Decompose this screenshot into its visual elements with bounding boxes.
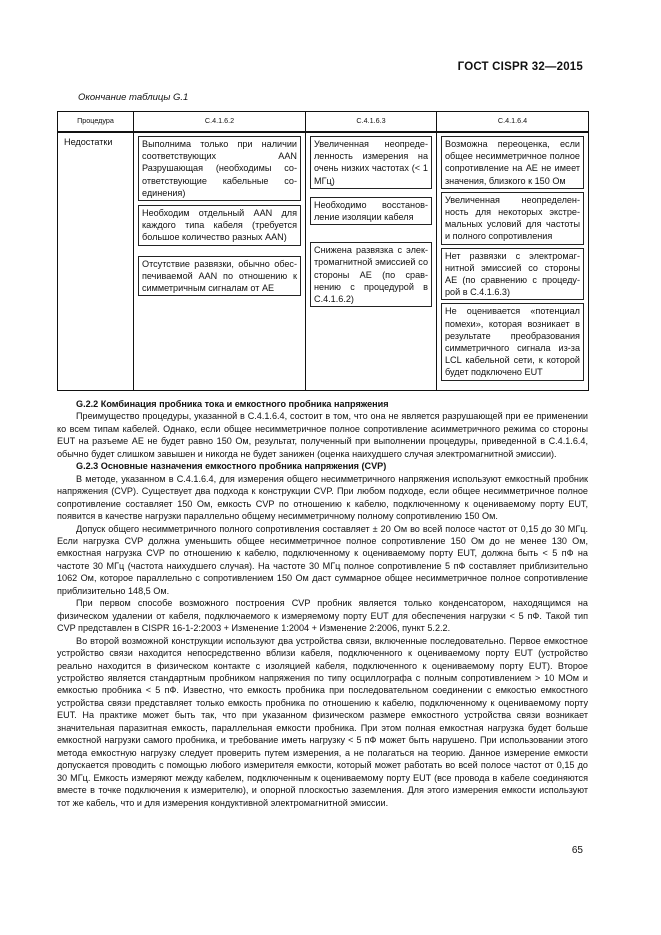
table-cell (134, 132, 306, 390)
row-label: Недостатки (58, 132, 134, 390)
cell-paragraph: Необходимо восстановление изоляции кабеля (310, 197, 432, 225)
cell-paragraph: Отсутствие развязки, обычно обеспечиваемой AAN по отношению к симметричным сигналам от AE (138, 256, 301, 297)
table-row (58, 132, 589, 390)
section-heading: G.2.3 Основные назначения емкостного пробника напряжения (CVP) (76, 461, 387, 472)
column-header: C.4.1.6.3 (306, 112, 437, 133)
body-text (57, 398, 588, 809)
cell-paragraph: Увеличенная неопределенность для некоторых экстремальных условий для частоты и полного сопротивления (441, 192, 584, 245)
cell-paragraph: Выполнима только при наличии соответствующих AAN Разрушающая (необходимы соответствующие кабельные соединения) (138, 136, 301, 201)
table-header-row (58, 112, 589, 133)
cell-paragraph: Возможна переоценка, если общее несимметричное полное сопротивление на AE не имеет значения, близкого к 150 Ом (441, 136, 584, 189)
table-cell (437, 132, 589, 390)
cell-paragraph: Увеличенная неопределенность измерения на очень низких частотах (< 1 МГц) (310, 136, 432, 189)
table-caption: Окончание таблицы G.1 (78, 92, 189, 103)
section-heading: G.2.2 Комбинация пробника тока и емкостного пробника напряжения (76, 399, 389, 409)
paragraph: Допуск общего несимметричного полного сопротивления составляет ± 20 Ом во всей полосе частот от 0,15 до 30 МГц. Если нагрузка CVP должна уменьшить общее несимметричное полное сопротивление 150 Ом до не менее 130 Ом, емкостная нагрузка CVP по отношению к кабелю, подключенному к оцениваемому порту EUT, должна быть < 5 пФ на частоте 30 МГц (частота наихудшего случая). На частоте 30 МГц полное сопротивление 5 пФ составляет приблизительно 1062 Ом, которое параллельно с сопротивлением 150 Ом даст суммарное общее несимметричное полное сопротивление приблизительно 148,5 Ом. (57, 523, 588, 596)
paragraph: При первом способе возможного построения CVP пробник является только конденсатором, находящимся на физическом удалении от кабеля, подключаемого к измеряемому порту EUT для обеспечения нагрузки < 5 пФ. Такой тип CVP представлен в CISPR 16-1-2:2003 + Изменение 1:2004 + Изменение 2:2006, пункт 5.2.2. (57, 598, 588, 634)
document-header: ГОСТ CISPR 32—2015 (457, 61, 583, 73)
table-cell (306, 132, 437, 390)
column-header: Процедура (58, 112, 134, 133)
table-g1 (57, 111, 589, 391)
cell-paragraph: Не оценивается «потенциал помехи», которая возникает в результате преобразования симметричного сигнала из-за LCL кабельной сети, к которой будет подключено EUT (441, 303, 584, 380)
page-number: 65 (571, 845, 583, 856)
column-header: C.4.1.6.4 (437, 112, 589, 133)
paragraph: В методе, указанном в С.4.1.6.4, для измерения общего несимметричного напряжения используют емкостный пробник напряжения (CVP). Существует два подхода к конструкции CVP. При любом подходе, если общее несимметричное полное сопротивление составляет 150 Ом, емкость CVP по отношению к кабелю, подключенному к оцениваемому порту EUT, появится в качестве нагрузки параллельно общему несимметричному полному сопротивлению 150 Ом. (57, 473, 588, 522)
paragraph: Во второй возможной конструкции используют два устройства связи, включенные последовательно. Первое емкостное устройство связи находится непосредственно вблизи кабеля, подключенного к оцениваемому порту EUT (устройство реально находится в физическом контакте с изоляцией кабеля, подключенного к оцениваемому порту EUT). Второе устройство является стандартным пробником напряжения по типу осциллографа с полным сопротивлением > 10 МОм и емкостью пробника < 5 пФ. Известно, что емкость пробника при последовательном соединении с емкостью емкостного устройства связи представляет только емкость пробника по отношению к кабелю, подключенному к оцениваемому порту EUT. На практике может быть так, что при указанном физическом размере емкостного устройства связи возникает значительная паразитная емкость, параллельная емкости пробника. При этом полная емкостная нагрузка будет больше емкостной нагрузки самого пробника, и требование иметь нагрузку < 5 пФ может быть нарушено. При использовании этого метода емкостную нагрузку следует проверить путем измерения, а не полагаться на теорию. Данное измерение емкости допускается проводить с помощью любого измерителя емкости, который может работать во всей полосе частот от 0,15 до 30 МГц. Емкость измеряют между кабелем, подключенным к оцениваемому порту EUT (все провода в кабеле соединяются вместе в точке подключения к измерителю), и опорной плоскостью заземления. Для этого измерения емкости используют тот же кабель, что и для измерения кондуктивной электромагнитной эмиссии. (57, 635, 588, 808)
cell-paragraph: Необходим отдельный AAN для каждого типа кабеля (требуется большое количество разных AAN) (138, 205, 301, 246)
column-header: C.4.1.6.2 (134, 112, 306, 133)
cell-paragraph: Снижена развязка с электромагнитной эмиссией со стороны AE (по сравнению с процедурой в С.4.1.6.2) (310, 242, 432, 307)
cell-paragraph: Нет развязки с электромагнитной эмиссией со стороны AE (по сравнению с процедурой в С.4.1.6.3) (441, 248, 584, 301)
paragraph: Преимущество процедуры, указанной в С.4.1.6.4, состоит в том, что она не является разрушающей при ее применении ко всем типам кабелей. Однако, если общее несимметричное полное сопротивление асимметричного режима со стороны EUT на разъеме AE не будет равно 150 Ом, результат, полученный при выполнении процедуры, приведенной в С.4.1.6.4, обычно будет слишком завышен и никогда не будет занижен (оценка наихудшего случая электромагнитной эмиссии). (57, 411, 588, 459)
